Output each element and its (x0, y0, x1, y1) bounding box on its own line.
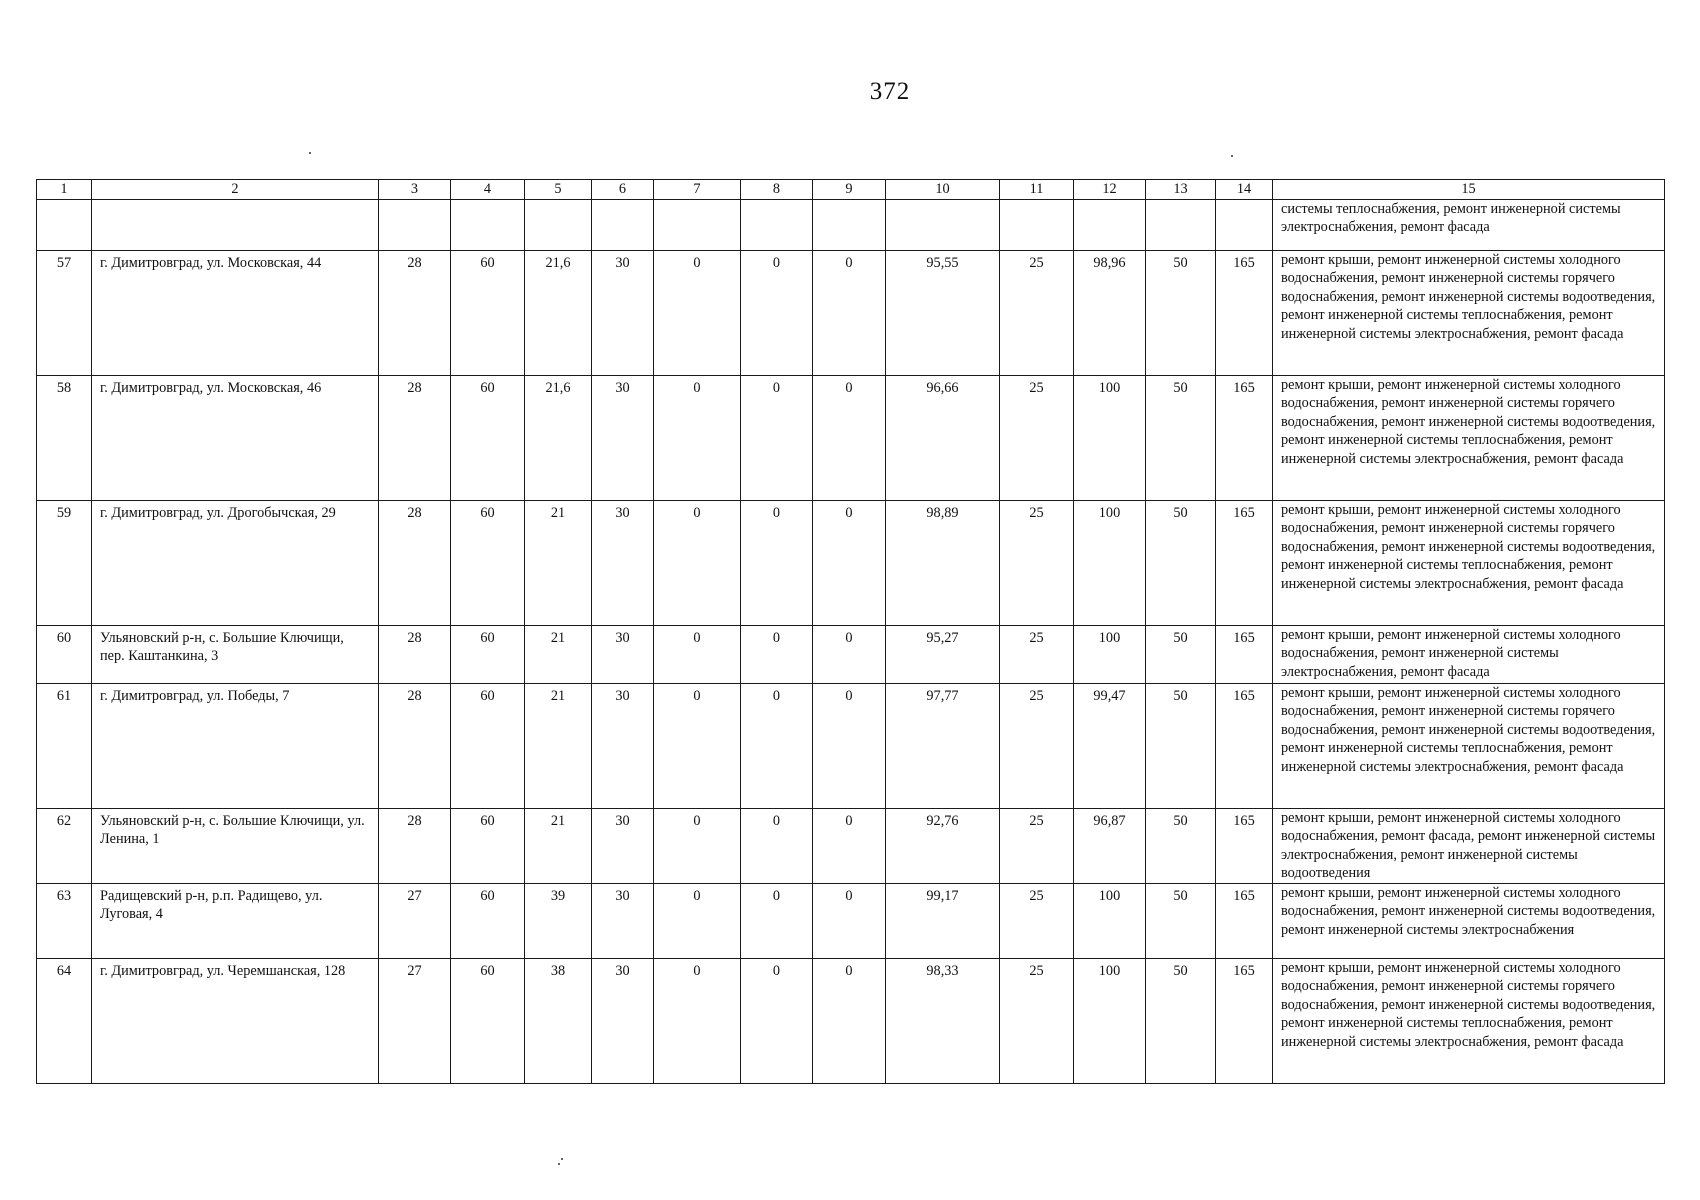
empty-cell (886, 200, 1000, 251)
table-row (37, 884, 1665, 959)
value-cell-13: 50 (1146, 251, 1216, 376)
value-cell-6: 30 (592, 959, 654, 1084)
address-cell: Ульяновский р-н, с. Большие Ключищи, пер. Каштанкина, 3 (92, 626, 379, 684)
value-cell-4: 60 (451, 809, 525, 884)
value-cell-14: 165 (1216, 884, 1273, 959)
value-cell-3: 28 (379, 684, 451, 809)
table-row (37, 626, 1665, 684)
repair-works-cell: ремонт крыши, ремонт инженерной системы холодного водоснабжения, ремонт инженерной системы электроснабжения, ремонт фасада (1273, 626, 1665, 684)
continuation-row (37, 200, 1665, 251)
value-cell-10: 97,77 (886, 684, 1000, 809)
row-number-cell: 57 (37, 251, 92, 376)
value-cell-10: 96,66 (886, 376, 1000, 501)
scan-speck (558, 1163, 560, 1165)
value-cell-7: 0 (654, 809, 741, 884)
table-row (37, 684, 1665, 809)
empty-cell (741, 200, 813, 251)
value-cell-10: 98,89 (886, 501, 1000, 626)
value-cell-11: 25 (1000, 809, 1074, 884)
empty-cell (525, 200, 592, 251)
value-cell-3: 28 (379, 626, 451, 684)
value-cell-13: 50 (1146, 684, 1216, 809)
value-cell-11: 25 (1000, 684, 1074, 809)
value-cell-7: 0 (654, 884, 741, 959)
table-row (37, 809, 1665, 884)
value-cell-9: 0 (813, 376, 886, 501)
value-cell-13: 50 (1146, 884, 1216, 959)
value-cell-7: 0 (654, 501, 741, 626)
address-cell: г. Димитровград, ул. Дрогобычская, 29 (92, 501, 379, 626)
value-cell-12: 100 (1074, 501, 1146, 626)
header-cell: 15 (1273, 180, 1665, 200)
value-cell-13: 50 (1146, 376, 1216, 501)
value-cell-6: 30 (592, 884, 654, 959)
value-cell-10: 95,27 (886, 626, 1000, 684)
repair-works-cell: ремонт крыши, ремонт инженерной системы холодного водоснабжения, ремонт фасада, ремонт инженерной системы электроснабжения, ремонт инженерной системы водоотведения (1273, 809, 1665, 884)
empty-cell (451, 200, 525, 251)
header-cell: 8 (741, 180, 813, 200)
header-cell: 11 (1000, 180, 1074, 200)
value-cell-12: 99,47 (1074, 684, 1146, 809)
repair-works-cell: ремонт крыши, ремонт инженерной системы холодного водоснабжения, ремонт инженерной системы горячего водоснабжения, ремонт инженерной системы водоотведения, ремонт инженерной системы теплоснабжения, ремонт инженерной системы электроснабжения, ремонт фасада (1273, 251, 1665, 376)
table-row (37, 251, 1665, 376)
value-cell-5: 21,6 (525, 376, 592, 501)
value-cell-14: 165 (1216, 959, 1273, 1084)
row-number-cell: 62 (37, 809, 92, 884)
repair-works-cell: системы теплоснабжения, ремонт инженерной системы электроснабжения, ремонт фасада (1273, 200, 1665, 251)
empty-cell (654, 200, 741, 251)
value-cell-8: 0 (741, 959, 813, 1084)
value-cell-9: 0 (813, 626, 886, 684)
empty-cell (1216, 200, 1273, 251)
empty-cell (37, 200, 92, 251)
value-cell-5: 21 (525, 684, 592, 809)
value-cell-7: 0 (654, 684, 741, 809)
value-cell-13: 50 (1146, 626, 1216, 684)
header-cell: 12 (1074, 180, 1146, 200)
row-number-cell: 64 (37, 959, 92, 1084)
empty-cell (1146, 200, 1216, 251)
scan-speck (561, 1158, 563, 1160)
row-number-cell: 58 (37, 376, 92, 501)
value-cell-8: 0 (741, 884, 813, 959)
value-cell-11: 25 (1000, 376, 1074, 501)
value-cell-11: 25 (1000, 884, 1074, 959)
value-cell-9: 0 (813, 501, 886, 626)
header-cell: 2 (92, 180, 379, 200)
value-cell-9: 0 (813, 809, 886, 884)
address-cell: г. Димитровград, ул. Московская, 46 (92, 376, 379, 501)
address-cell: г. Димитровград, ул. Победы, 7 (92, 684, 379, 809)
value-cell-12: 100 (1074, 884, 1146, 959)
value-cell-6: 30 (592, 684, 654, 809)
value-cell-11: 25 (1000, 501, 1074, 626)
header-cell: 10 (886, 180, 1000, 200)
page-number: 372 (869, 78, 911, 105)
value-cell-9: 0 (813, 959, 886, 1084)
table-row (37, 959, 1665, 1084)
address-cell: г. Димитровград, ул. Черемшанская, 128 (92, 959, 379, 1084)
value-cell-7: 0 (654, 251, 741, 376)
value-cell-8: 0 (741, 626, 813, 684)
row-number-cell: 63 (37, 884, 92, 959)
value-cell-4: 60 (451, 626, 525, 684)
value-cell-5: 38 (525, 959, 592, 1084)
value-cell-6: 30 (592, 809, 654, 884)
value-cell-5: 39 (525, 884, 592, 959)
value-cell-9: 0 (813, 251, 886, 376)
empty-cell (1000, 200, 1074, 251)
value-cell-3: 28 (379, 251, 451, 376)
value-cell-14: 165 (1216, 501, 1273, 626)
value-cell-7: 0 (654, 959, 741, 1084)
row-number-cell: 59 (37, 501, 92, 626)
value-cell-6: 30 (592, 251, 654, 376)
value-cell-3: 28 (379, 809, 451, 884)
value-cell-8: 0 (741, 376, 813, 501)
value-cell-4: 60 (451, 501, 525, 626)
value-cell-12: 98,96 (1074, 251, 1146, 376)
value-cell-7: 0 (654, 376, 741, 501)
value-cell-3: 27 (379, 959, 451, 1084)
header-row (37, 180, 1665, 200)
value-cell-6: 30 (592, 626, 654, 684)
value-cell-10: 95,55 (886, 251, 1000, 376)
address-cell: Радищевский р-н, р.п. Радищево, ул. Луговая, 4 (92, 884, 379, 959)
value-cell-5: 21,6 (525, 251, 592, 376)
value-cell-11: 25 (1000, 626, 1074, 684)
value-cell-14: 165 (1216, 626, 1273, 684)
value-cell-12: 100 (1074, 376, 1146, 501)
value-cell-9: 0 (813, 684, 886, 809)
header-cell: 6 (592, 180, 654, 200)
value-cell-9: 0 (813, 884, 886, 959)
value-cell-5: 21 (525, 501, 592, 626)
value-cell-12: 100 (1074, 959, 1146, 1084)
value-cell-12: 96,87 (1074, 809, 1146, 884)
repair-works-cell: ремонт крыши, ремонт инженерной системы холодного водоснабжения, ремонт инженерной системы водоотведения, ремонт инженерной системы электроснабжения (1273, 884, 1665, 959)
header-cell: 1 (37, 180, 92, 200)
header-cell: 3 (379, 180, 451, 200)
value-cell-14: 165 (1216, 809, 1273, 884)
value-cell-5: 21 (525, 809, 592, 884)
value-cell-7: 0 (654, 626, 741, 684)
value-cell-14: 165 (1216, 684, 1273, 809)
header-cell: 14 (1216, 180, 1273, 200)
table-body (37, 251, 1665, 1084)
value-cell-11: 25 (1000, 959, 1074, 1084)
scan-speck (1231, 155, 1233, 157)
table-row (37, 501, 1665, 626)
value-cell-8: 0 (741, 809, 813, 884)
value-cell-10: 99,17 (886, 884, 1000, 959)
value-cell-3: 27 (379, 884, 451, 959)
header-cell: 9 (813, 180, 886, 200)
address-cell: Ульяновский р-н, с. Большие Ключищи, ул. Ленина, 1 (92, 809, 379, 884)
value-cell-3: 28 (379, 501, 451, 626)
empty-cell (92, 200, 379, 251)
value-cell-12: 100 (1074, 626, 1146, 684)
empty-cell (813, 200, 886, 251)
repair-works-cell: ремонт крыши, ремонт инженерной системы холодного водоснабжения, ремонт инженерной системы горячего водоснабжения, ремонт инженерной системы водоотведения, ремонт инженерной системы теплоснабжения, ремонт инженерной системы электроснабжения, ремонт фасада (1273, 501, 1665, 626)
value-cell-10: 98,33 (886, 959, 1000, 1084)
value-cell-5: 21 (525, 626, 592, 684)
empty-cell (379, 200, 451, 251)
empty-cell (1074, 200, 1146, 251)
header-cell: 13 (1146, 180, 1216, 200)
value-cell-13: 50 (1146, 809, 1216, 884)
value-cell-6: 30 (592, 501, 654, 626)
header-cell: 4 (451, 180, 525, 200)
value-cell-4: 60 (451, 884, 525, 959)
value-cell-8: 0 (741, 684, 813, 809)
header-cell: 7 (654, 180, 741, 200)
value-cell-13: 50 (1146, 959, 1216, 1084)
row-number-cell: 61 (37, 684, 92, 809)
value-cell-3: 28 (379, 376, 451, 501)
value-cell-4: 60 (451, 376, 525, 501)
value-cell-4: 60 (451, 684, 525, 809)
table-row (37, 376, 1665, 501)
value-cell-13: 50 (1146, 501, 1216, 626)
value-cell-14: 165 (1216, 251, 1273, 376)
value-cell-6: 30 (592, 376, 654, 501)
value-cell-11: 25 (1000, 251, 1074, 376)
repair-works-cell: ремонт крыши, ремонт инженерной системы холодного водоснабжения, ремонт инженерной системы горячего водоснабжения, ремонт инженерной системы водоотведения, ремонт инженерной системы теплоснабжения, ремонт инженерной системы электроснабжения, ремонт фасада (1273, 684, 1665, 809)
value-cell-14: 165 (1216, 376, 1273, 501)
repair-works-cell: ремонт крыши, ремонт инженерной системы холодного водоснабжения, ремонт инженерной системы горячего водоснабжения, ремонт инженерной системы водоотведения, ремонт инженерной системы теплоснабжения, ремонт инженерной системы электроснабжения, ремонт фасада (1273, 376, 1665, 501)
value-cell-10: 92,76 (886, 809, 1000, 884)
scan-speck (309, 152, 311, 154)
value-cell-8: 0 (741, 501, 813, 626)
value-cell-8: 0 (741, 251, 813, 376)
repair-works-cell: ремонт крыши, ремонт инженерной системы холодного водоснабжения, ремонт инженерной системы горячего водоснабжения, ремонт инженерной системы водоотведения, ремонт инженерной системы теплоснабжения, ремонт инженерной системы электроснабжения, ремонт фасада (1273, 959, 1665, 1084)
value-cell-4: 60 (451, 959, 525, 1084)
address-cell: г. Димитровград, ул. Московская, 44 (92, 251, 379, 376)
header-cell: 5 (525, 180, 592, 200)
repair-table (36, 179, 1665, 1084)
row-number-cell: 60 (37, 626, 92, 684)
value-cell-4: 60 (451, 251, 525, 376)
empty-cell (592, 200, 654, 251)
